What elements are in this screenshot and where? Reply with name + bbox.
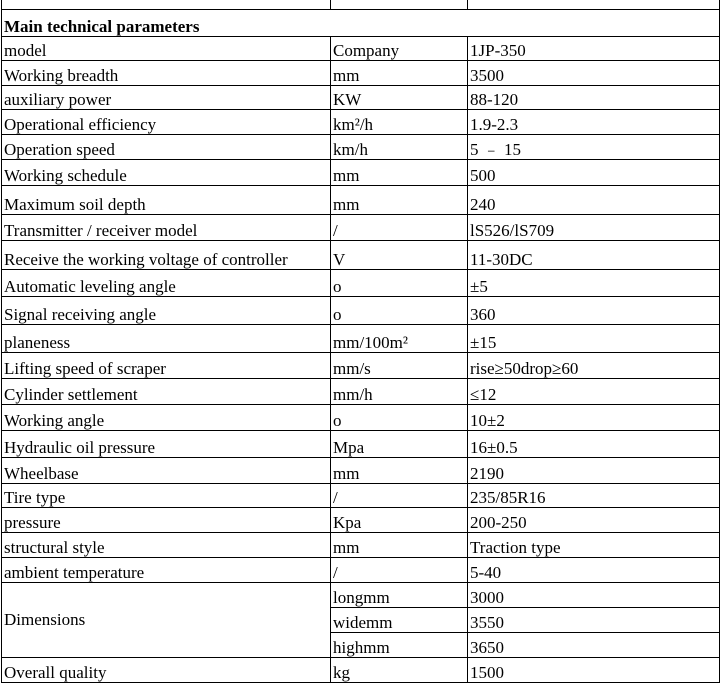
parameter-value-cell: rise≥50drop≥60: [468, 352, 720, 378]
parameter-name-cell: Working breadth: [2, 60, 331, 85]
table-row: [2, 430, 720, 457]
parameter-name-cell: Transmitter / receiver model: [2, 214, 331, 240]
parameter-name-cell: model: [2, 36, 331, 60]
dimension-value-cell: 3550: [468, 607, 720, 632]
parameter-name-cell: pressure: [2, 507, 331, 532]
table-row: [2, 483, 720, 507]
parameter-value-cell: 1500: [468, 657, 720, 682]
title-row: [2, 9, 720, 36]
parameter-value-cell: ±15: [468, 324, 720, 352]
top-partial-cell: [2, 0, 331, 9]
parameter-unit-cell: mm/h: [331, 378, 468, 404]
parameter-name-cell: auxiliary power: [2, 85, 331, 109]
table-row: [2, 109, 720, 134]
parameter-unit-cell: mm: [331, 532, 468, 557]
table-row: [2, 296, 720, 324]
parameter-unit-cell: /: [331, 214, 468, 240]
parameter-name-cell: Wheelbase: [2, 457, 331, 483]
table-row: [2, 185, 720, 214]
table-row: [2, 134, 720, 159]
parameter-value-cell: ±5: [468, 269, 720, 296]
table-row: [2, 269, 720, 296]
parameter-name-cell: Operation speed: [2, 134, 331, 159]
parameter-unit-cell: km/h: [331, 134, 468, 159]
parameter-name-cell: Signal receiving angle: [2, 296, 331, 324]
table-row: [2, 214, 720, 240]
parameter-value-cell: 1JP-350: [468, 36, 720, 60]
parameter-value-cell: 10±2: [468, 404, 720, 430]
parameter-name-cell: Maximum soil depth: [2, 185, 331, 214]
dimension-value-cell: 3650: [468, 632, 720, 657]
table-row: [2, 657, 720, 682]
parameter-unit-cell: Kpa: [331, 507, 468, 532]
parameter-unit-cell: o: [331, 269, 468, 296]
parameter-unit-cell: o: [331, 296, 468, 324]
parameter-name-cell: Tire type: [2, 483, 331, 507]
parameter-unit-cell: kg: [331, 657, 468, 682]
parameter-name-cell: ambient temperature: [2, 557, 331, 582]
parameter-unit-cell: KW: [331, 85, 468, 109]
parameter-name-cell: Cylinder settlement: [2, 378, 331, 404]
parameter-unit-cell: mm/100m²: [331, 324, 468, 352]
dimension-value-cell: 3000: [468, 582, 720, 607]
parameter-unit-cell: mm: [331, 457, 468, 483]
table-row: [2, 60, 720, 85]
parameter-value-cell: 1.9-2.3: [468, 109, 720, 134]
parameter-unit-cell: Company: [331, 36, 468, 60]
top-partial-cell: [468, 0, 720, 9]
parameter-value-cell: ≤12: [468, 378, 720, 404]
table-row: [2, 240, 720, 269]
table-row: [2, 36, 720, 60]
parameter-value-cell: 200-250: [468, 507, 720, 532]
parameter-unit-cell: /: [331, 483, 468, 507]
table-row: [2, 557, 720, 582]
dimensions-row: [2, 582, 720, 607]
parameter-unit-cell: mm: [331, 60, 468, 85]
parameter-value-cell: 88-120: [468, 85, 720, 109]
parameter-name-cell: Operational efficiency: [2, 109, 331, 134]
dimension-unit-cell: highmm: [331, 632, 468, 657]
parameter-unit-cell: o: [331, 404, 468, 430]
table-row: [2, 404, 720, 430]
parameter-name-cell: Hydraulic oil pressure: [2, 430, 331, 457]
top-partial-cell: [331, 0, 468, 9]
table-row: [2, 507, 720, 532]
dimension-unit-cell: longmm: [331, 582, 468, 607]
parameter-value-cell: 5-40: [468, 557, 720, 582]
parameter-name-cell: Overall quality: [2, 657, 331, 682]
table-title: Main technical parameters: [2, 9, 468, 36]
parameter-name-cell: Automatic leveling angle: [2, 269, 331, 296]
parameter-unit-cell: mm: [331, 159, 468, 185]
parameter-name-cell: Lifting speed of scraper: [2, 352, 331, 378]
dimensions-label-cell: Dimensions: [2, 582, 331, 657]
parameter-value-cell: 240: [468, 185, 720, 214]
parameter-value-cell: 11-30DC: [468, 240, 720, 269]
parameter-name-cell: Working schedule: [2, 159, 331, 185]
dimension-unit-cell: widemm: [331, 607, 468, 632]
parameter-value-cell: 360: [468, 296, 720, 324]
parameter-unit-cell: mm/s: [331, 352, 468, 378]
parameter-name-cell: structural style: [2, 532, 331, 557]
parameter-value-cell: 16±0.5: [468, 430, 720, 457]
parameter-unit-cell: km²/h: [331, 109, 468, 134]
technical-parameters-table: [1, 0, 720, 683]
parameter-unit-cell: V: [331, 240, 468, 269]
parameter-value-cell: Traction type: [468, 532, 720, 557]
table-row: [2, 159, 720, 185]
parameter-name-cell: planeness: [2, 324, 331, 352]
parameter-unit-cell: mm: [331, 185, 468, 214]
top-partial-row: [2, 0, 720, 9]
parameter-unit-cell: Mpa: [331, 430, 468, 457]
parameter-unit-cell: /: [331, 557, 468, 582]
parameter-name-cell: Working angle: [2, 404, 331, 430]
table-row: [2, 85, 720, 109]
parameter-value-cell: 500: [468, 159, 720, 185]
table-row: [2, 378, 720, 404]
table-row: [2, 457, 720, 483]
parameter-value-cell: 235/85R16: [468, 483, 720, 507]
parameter-value-cell: 5 ﹣ 15: [468, 134, 720, 159]
table-row: [2, 532, 720, 557]
table-row: [2, 324, 720, 352]
parameter-value-cell: 3500: [468, 60, 720, 85]
title-fill-cell: [468, 9, 720, 36]
parameter-name-cell: Receive the working voltage of controller: [2, 240, 331, 269]
table-row: [2, 352, 720, 378]
parameter-value-cell: 2190: [468, 457, 720, 483]
parameter-value-cell: lS526/lS709: [468, 214, 720, 240]
